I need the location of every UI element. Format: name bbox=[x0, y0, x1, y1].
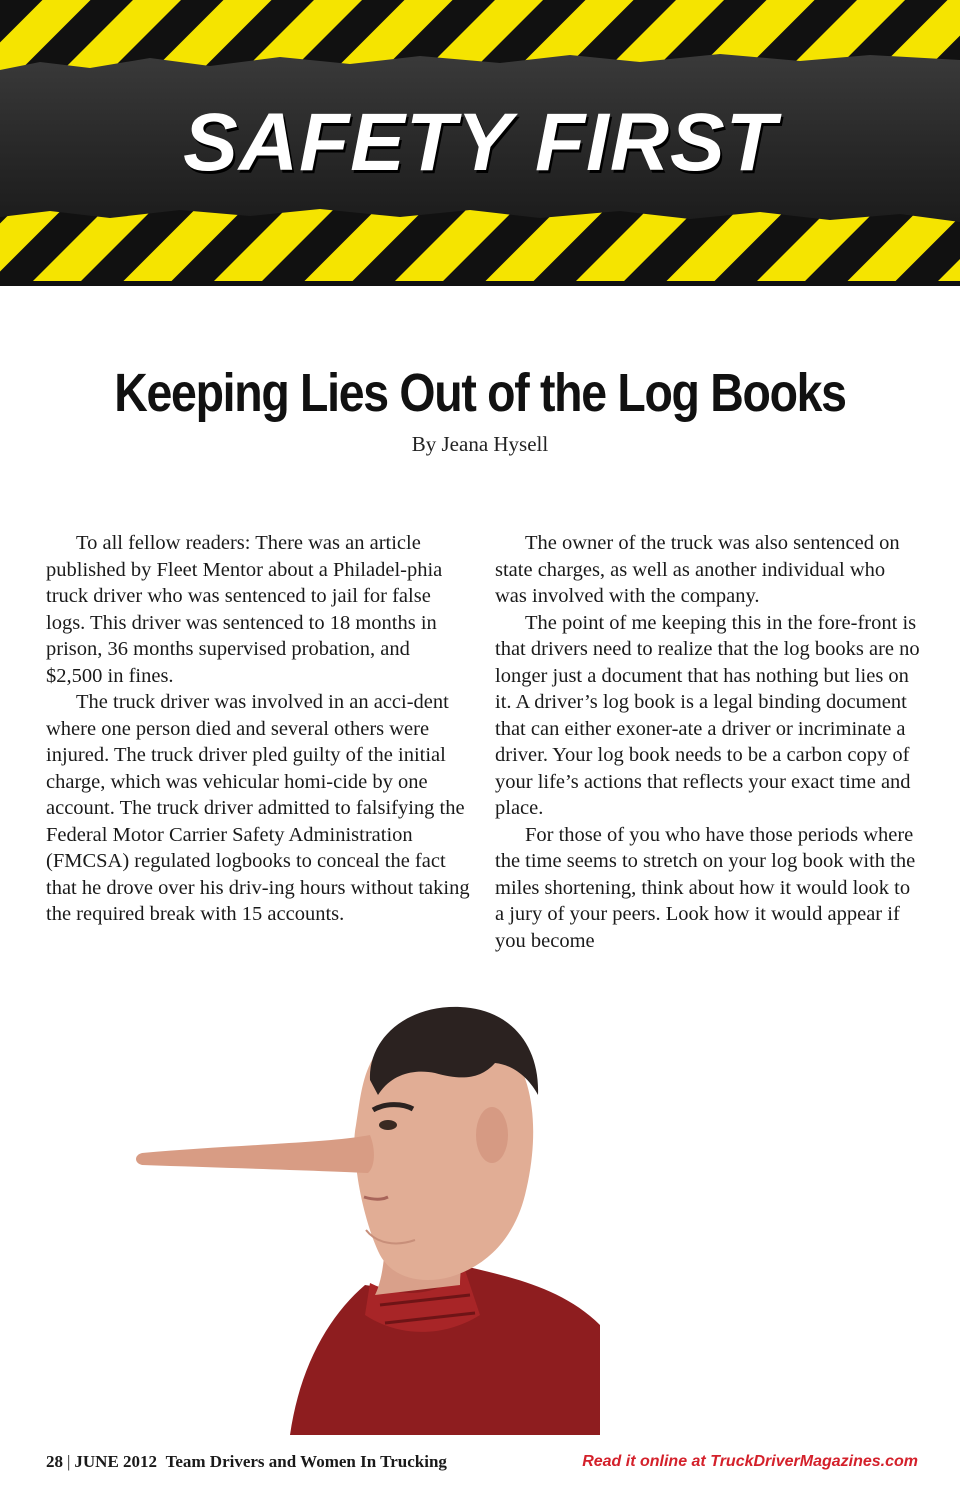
paragraph: For those of you who have those periods where the time seems to stretch on your log book with the miles shortening, think about how it would look to a jury of your peers. Look how it would appear if you become bbox=[495, 823, 916, 952]
section-title: SAFETY FIRST bbox=[183, 97, 777, 188]
paragraph: To all fellow readers: There was an article published by Fleet Mentor about a Philadel-phia truck driver who was sentenced to jail for false logs. This driver was sentenced to 18 months in prison, 36 months supervised probation, and $2,500 in fines. bbox=[46, 532, 443, 687]
read-online-link[interactable]: Read it online at TruckDriverMagazines.com bbox=[582, 1453, 918, 1470]
safety-first-banner bbox=[0, 0, 960, 286]
issue-date: JUNE 2012 bbox=[74, 1452, 158, 1471]
paragraph: The owner of the truck was also sentenced on state charges, as well as another individual who was involved with the company. bbox=[495, 532, 900, 607]
paragraph: The truck driver was involved in an acci-dent where one person died and several others were injured. The truck driver pled guilty of the initial charge, which was vehicular homi-cide by one account. The truck driver admitted to falsifying the Federal Motor Carrier Safety Administration (FMCSA) regulated logbooks to conceal the fact that he drove over his driv-ing hours without taking the required break with 15 accounts. bbox=[46, 691, 470, 925]
footer-separator: | bbox=[67, 1452, 71, 1471]
paragraph: The point of me keeping this in the fore-front is that drivers need to realize that the log books are no longer just a document that has nothing but lies on it. A driver’s log book is a legal binding document that can either exoner-ate a driver or incriminate a driver. Your log book needs to be a carbon copy of your life’s actions that reflects your exact time and place. bbox=[495, 611, 920, 819]
article-column-right bbox=[495, 530, 920, 954]
article-byline: By Jeana Hysell bbox=[411, 432, 549, 456]
page-number: 28 bbox=[46, 1452, 63, 1471]
long-nose-man-photo bbox=[130, 985, 600, 1435]
publication-name: Team Drivers and Women In Trucking bbox=[165, 1452, 447, 1471]
page-footer-left bbox=[46, 1452, 447, 1472]
article-title: Keeping Lies Out of the Log Books bbox=[114, 363, 846, 423]
article-column-left bbox=[46, 530, 471, 928]
